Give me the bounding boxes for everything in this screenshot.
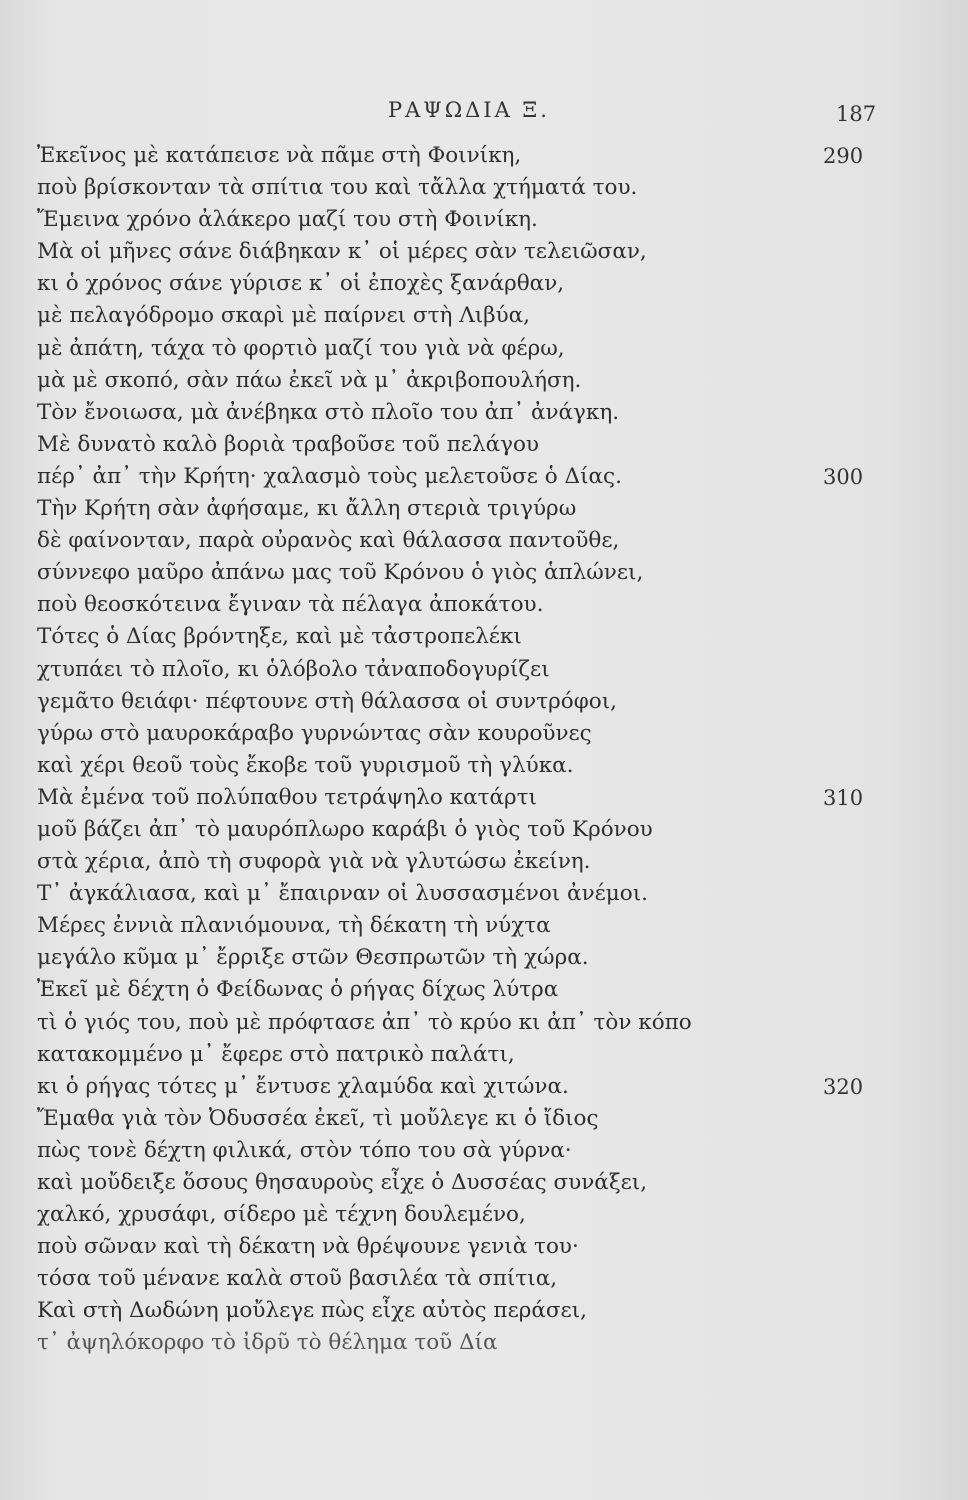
- verse-line: [0, 300, 968, 332]
- verse-text: κι ὁ χρόνος σάνε γύρισε κ᾿ οἱ ἐποχὲς ξανάρθαν,: [37, 271, 565, 297]
- verse-line: [0, 461, 968, 493]
- verse-text: κατακομμένο μ᾿ ἔφερε στὸ πατρικὸ παλάτι,: [37, 1041, 515, 1067]
- verse-line: [0, 974, 968, 1006]
- verse-line: [0, 525, 968, 557]
- verse-text: Τὸν ἔνοιωσα, μὰ ἀνέβηκα στὸ πλοῖο του ἀπ᾿ ἀνάγκη.: [37, 399, 620, 425]
- verse-line: [0, 1039, 968, 1071]
- verse-line: [0, 557, 968, 589]
- verse-text: καὶ χέρι θεοῦ τοὺς ἔκοβε τοῦ γυρισμοῦ τὴ γλύκα.: [37, 752, 574, 778]
- line-number: 320: [823, 1074, 864, 1099]
- running-head: ΡΑΨΩΔΙΑ Ξ.: [388, 98, 550, 122]
- verse-text: τόσα τοῦ μένανε καλὰ στοῦ βασιλέα τὰ σπίτια,: [37, 1266, 558, 1292]
- verse-line: [0, 1231, 968, 1263]
- verse-text: μὰ μὲ σκοπό, σὰν πάω ἐκεῖ νὰ μ᾿ ἀκριβοπουλήση.: [37, 367, 582, 393]
- verse-line: [0, 1103, 968, 1135]
- verse-text: πὼς τονὲ δέχτη φιλικά, στὸν τόπο του σὰ γύρνα·: [37, 1137, 572, 1163]
- verse-text: Τότες ὁ Δίας βρόντηξε, καὶ μὲ τἀστροπελέκι: [37, 624, 522, 650]
- verse-line: [0, 846, 968, 878]
- verse-text: κι ὁ ρήγας τότες μ᾿ ἔντυσε χλαμύδα καὶ χιτώνα.: [37, 1073, 569, 1099]
- verse-text: Μὰ ἐμένα τοῦ πολύπαθου τετράψηλο κατάρτι: [37, 784, 537, 810]
- verse-line: [0, 1263, 968, 1295]
- verse-line: [0, 750, 968, 782]
- poem-text: [0, 140, 968, 1360]
- verse-text: Μὲ δυνατὸ καλὸ βοριὰ τραβοῦσε τοῦ πελάγου: [37, 431, 539, 457]
- page-number: 187: [836, 102, 877, 126]
- verse-line: [0, 204, 968, 236]
- verse-line: [0, 686, 968, 718]
- verse-line: [0, 1199, 968, 1231]
- verse-text: μοῦ βάζει ἀπ᾿ τὸ μαυρόπλωρο καράβι ὁ γιὸς τοῦ Κρόνου: [37, 816, 653, 842]
- verse-line: [0, 1007, 968, 1039]
- verse-text: χαλκό, χρυσάφι, σίδερο μὲ τέχνη δουλεμένο,: [37, 1202, 526, 1228]
- verse-text: ποὺ σῶναν καὶ τὴ δέκατη νὰ θρέψουνε γενιὰ του·: [37, 1234, 579, 1260]
- verse-line: [0, 429, 968, 461]
- verse-line: [0, 1071, 968, 1103]
- verse-line: [0, 654, 968, 686]
- verse-text: μεγάλο κῦμα μ᾿ ἔρριξε στῶν Θεσπρωτῶν τὴ χώρα.: [37, 945, 589, 971]
- verse-line: [0, 942, 968, 974]
- verse-text: πέρ᾿ ἀπ᾿ τὴν Κρήτη· χαλασμὸ τοὺς μελετοῦσε ὁ Δίας.: [37, 463, 622, 489]
- verse-text: Τ᾿ ἀγκάλιασα, καὶ μ᾿ ἔπαιρναν οἱ λυσσασμένοι ἀνέμοι.: [37, 881, 648, 907]
- verse-line: [0, 814, 968, 846]
- verse-line: [0, 236, 968, 268]
- verse-text: μὲ ἀπάτη, τάχα τὸ φορτιὸ μαζί του γιὰ νὰ φέρω,: [37, 335, 565, 361]
- verse-line: [0, 397, 968, 429]
- line-number: 310: [823, 785, 864, 810]
- verse-line: [0, 589, 968, 621]
- verse-text: μὲ πελαγόδρομο σκαρὶ μὲ παίρνει στὴ Λιβύα,: [37, 303, 530, 329]
- verse-text: τ᾿ ἀψηλόκορφο τὸ ἰδρῦ τὸ θέλημα τοῦ Δία: [37, 1330, 498, 1356]
- verse-line: [0, 172, 968, 204]
- verse-text: ποὺ θεοσκότεινα ἔγιναν τὰ πέλαγα ἀποκάτου.: [37, 592, 544, 618]
- verse-line: [0, 493, 968, 525]
- verse-line: [0, 268, 968, 300]
- verse-line: [0, 333, 968, 365]
- verse-text: Ἐκεῖνος μὲ κατάπεισε νὰ πᾶμε στὴ Φοινίκη,: [37, 143, 522, 168]
- verse-line: [0, 365, 968, 397]
- verse-line: [0, 718, 968, 750]
- verse-text: Μὰ οἱ μῆνες σάνε διάβηκαν κ᾿ οἱ μέρες σὰν τελειῶσαν,: [37, 239, 647, 265]
- verse-line: [0, 1295, 968, 1327]
- verse-text: Ἔμαθα γιὰ τὸν Ὀδυσσέα ἐκεῖ, τὶ μοὔλεγε κι ὁ ἴδιος: [37, 1105, 599, 1131]
- verse-line: [0, 140, 968, 172]
- verse-text: καὶ μοὔδειξε ὅσους θησαυροὺς εἶχε ὁ Δυσσέας συνάξει,: [37, 1170, 648, 1195]
- verse-line: [0, 1135, 968, 1167]
- verse-text: Ἔμεινα χρόνο ἀλάκερο μαζί του στὴ Φοινίκη.: [37, 207, 538, 233]
- verse-text: γύρω στὸ μαυροκάραβο γυρνώντας σὰν κουροῦνες: [37, 720, 592, 746]
- verse-text: ποὺ βρίσκονταν τὰ σπίτια του καὶ τἄλλα χτήματά του.: [37, 175, 638, 201]
- verse-text: χτυπάει τὸ πλοῖο, κι ὁλόβολο τἀναποδογυρίζει: [37, 656, 550, 682]
- verse-text: Καὶ στὴ Δωδώνη μοὔλεγε πὼς εἶχε αὐτὸς περάσει,: [37, 1298, 587, 1324]
- verse-text: Τὴν Κρήτη σὰν ἀφήσαμε, κι ἄλλη στεριὰ τριγύρω: [37, 496, 577, 522]
- verse-text: δὲ φαίνονταν, παρὰ οὐρανὸς καὶ θάλασσα παντοῦθε,: [37, 528, 620, 554]
- verse-line: [0, 782, 968, 814]
- verse-text: τὶ ὁ γιός του, ποὺ μὲ πρόφτασε ἀπ᾿ τὸ κρύο κι ἀπ᾿ τὸν κόπο: [37, 1009, 692, 1035]
- verse-text: σύννεφο μαῦρο ἀπάνω μας τοῦ Κρόνου ὁ γιὸς ἁπλώνει,: [37, 560, 644, 586]
- verse-line: [0, 1327, 968, 1359]
- verse-line: [0, 910, 968, 942]
- verse-line: [0, 878, 968, 910]
- verse-line: [0, 1167, 968, 1199]
- page-header: [0, 98, 968, 128]
- verse-text: στὰ χέρια, ἀπὸ τὴ συφορὰ γιὰ νὰ γλυτώσω ἐκείνη.: [37, 849, 591, 875]
- verse-line: [0, 621, 968, 653]
- line-number: 290: [823, 144, 864, 168]
- verse-text: Μέρες ἐννιὰ πλανιόμουνα, τὴ δέκατη τὴ νύχτα: [37, 913, 551, 939]
- verse-text: γεμᾶτο θειάφι· πέφτουνε στὴ θάλασσα οἱ συντρόφοι,: [37, 688, 617, 714]
- line-number: 300: [823, 464, 864, 489]
- verse-text: Ἐκεῖ μὲ δέχτη ὁ Φείδωνας ὁ ρήγας δίχως λύτρα: [37, 977, 559, 1003]
